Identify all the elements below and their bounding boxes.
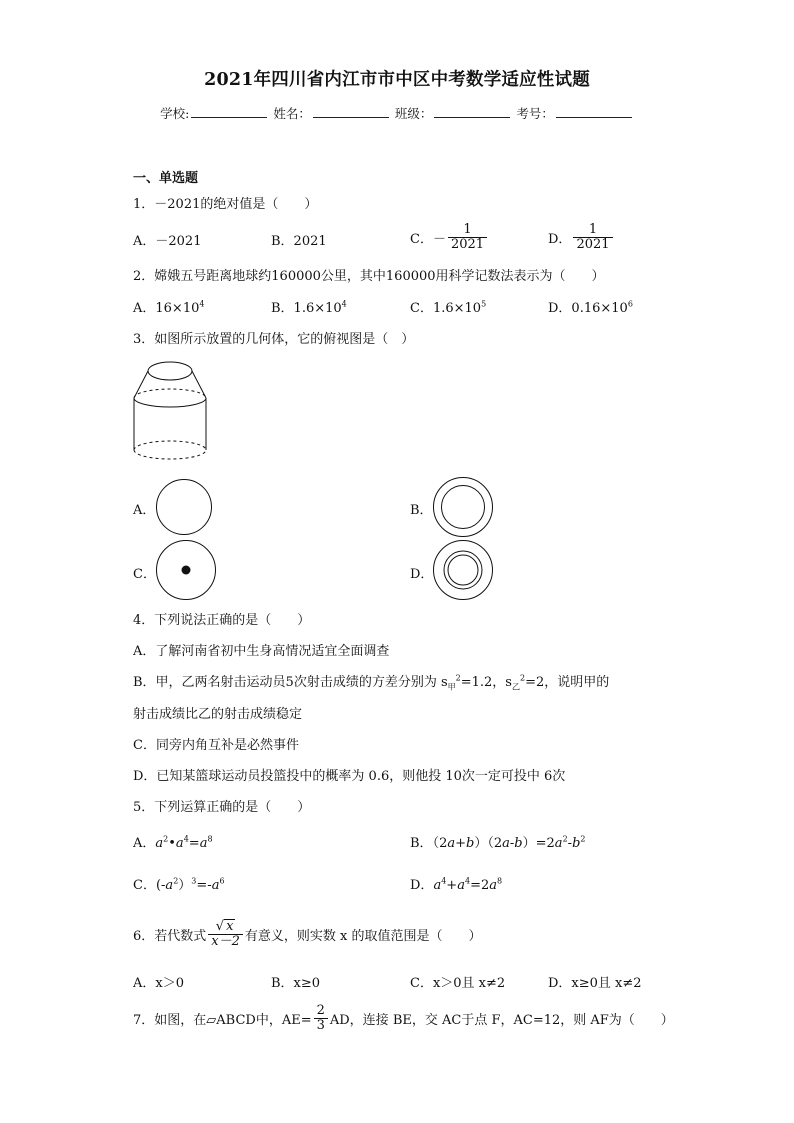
fraction-numerator: 1: [588, 221, 598, 237]
page-title: 2021年四川省内江市市中区中考数学适应性试题: [204, 70, 590, 90]
fraction-numerator: √ x: [215, 919, 234, 935]
math-expression: $a^2•a^4=a^8$: [155, 834, 213, 851]
option-prefix: D．: [410, 878, 434, 893]
question-4-stem: 4．下列说法正确的是（ ）: [133, 613, 311, 628]
inner-circle: [448, 555, 478, 585]
option-d-fraction: [573, 223, 612, 251]
option-prefix: B．: [410, 836, 433, 851]
fraction-denominator: 2021: [448, 237, 487, 252]
bottom-ellipse-front: [134, 450, 206, 459]
question-2-option-b: [271, 297, 347, 316]
question-4-option-b-line1: [133, 671, 609, 690]
option-prefix: C．: [133, 878, 156, 893]
question-7-stem: [133, 996, 674, 1040]
question-5-option-c: [133, 874, 225, 893]
question-2-stem: 2．嫦娥五号距离地球约160000公里，其中160000用科学记数法表示为（ ）: [133, 269, 605, 284]
number-label: 考号：: [516, 106, 554, 121]
exponent: 5: [481, 299, 487, 309]
question-4-option-a: A．了解河南省初中生身高情况适宜全面调查: [133, 644, 390, 659]
option-b-text-end: =2，说明甲的: [525, 675, 610, 690]
number-blank[interactable]: [556, 105, 632, 118]
option-c-fraction: [448, 223, 487, 251]
option-b-text-pre: B．甲，乙两名射击运动员5次射击成绩的方差分别为 s: [133, 675, 448, 690]
math-expression: $a^4+a^4=2a^8$: [433, 876, 503, 893]
question-2-option-c: [410, 297, 486, 316]
top-ellipse: [148, 362, 192, 380]
stem-pre: 6．若代数式: [133, 928, 207, 944]
question-3-option-b-label: B．: [410, 503, 433, 518]
geometric-solid-figure: [128, 356, 218, 466]
name-blank[interactable]: [313, 105, 389, 118]
question-5-option-a: [133, 832, 213, 851]
question-1-option-a: A．－2021: [133, 234, 202, 249]
option-c-prefix: C．－: [410, 231, 446, 247]
section-title: 一、单选题: [133, 171, 199, 186]
question-1-option-d: [548, 216, 615, 258]
exponent: 6: [627, 299, 633, 309]
base: B．1.6×10: [271, 301, 342, 316]
question-1-option-b: B．2021: [271, 234, 327, 249]
exponent: 4: [199, 299, 205, 309]
name-label: 姓名：: [273, 106, 311, 121]
option-prefix: A．: [133, 836, 156, 851]
stem-post: 有意义，则实数 x 的取值范围是（ ）: [244, 928, 482, 944]
base: C．1.6×10: [410, 301, 482, 316]
question-3-option-c-label: C．: [133, 567, 156, 582]
base: A．16×10: [133, 301, 200, 316]
middle-ellipse-front: [134, 398, 206, 407]
cone-left-edge: [134, 371, 148, 398]
question-1-stem: 1．－2021的绝对值是（ ）: [133, 197, 318, 212]
question-6-option-c: C．x＞0且 x≠2: [410, 976, 506, 991]
question-2-option-d: [548, 297, 633, 316]
question-5-stem: 5．下列运算正确的是（ ）: [133, 800, 311, 815]
outer-circle: [434, 541, 493, 600]
question-3-option-d-label: D．: [410, 567, 434, 582]
option-d-triple-circles: [432, 540, 496, 602]
class-blank[interactable]: [434, 105, 510, 118]
option-d-prefix: D．: [548, 231, 572, 247]
question-4-option-b-line2: 射击成绩比乙的射击成绩稳定: [133, 707, 303, 722]
question-5-option-d: [410, 874, 502, 893]
square-exponent: 2: [455, 673, 461, 683]
base: D．0.16×10: [548, 301, 628, 316]
question-1-option-c: [410, 216, 489, 258]
question-4-option-c: C．同旁内角互补是必然事件: [133, 738, 299, 753]
outer-circle: [157, 480, 212, 535]
option-c-circle-with-dot: [155, 540, 219, 602]
class-label: 班级：: [394, 106, 433, 121]
sqrt-fraction: [208, 919, 243, 948]
middle-ellipse-back: [134, 389, 206, 398]
question-6-stem: [133, 912, 482, 956]
question-5-option-b: [410, 832, 585, 851]
math-expression: $(-a^2)^3=-a^6$: [155, 876, 225, 893]
question-6-option-d: D．x≥0且 x≠2: [548, 976, 642, 991]
option-b-concentric-circles: [432, 477, 496, 539]
subscript-yi: 乙: [511, 682, 520, 692]
subscript-jia: 甲: [447, 682, 456, 692]
school-blank[interactable]: [191, 105, 267, 118]
option-b-text-mid: =1.2，s: [460, 675, 512, 690]
fraction-denominator: 2021: [573, 237, 612, 252]
stem-post: AD，连接 BE，交 AC于点 F，AC=12，则 AF为（ ）: [329, 1012, 674, 1028]
bottom-ellipse-back: [134, 441, 206, 450]
fraction-denominator: x－2: [208, 934, 243, 949]
two-thirds-fraction: [314, 1004, 328, 1032]
question-6-option-a: A．x＞0: [133, 976, 184, 991]
school-label: 学校:: [160, 106, 190, 121]
exponent: 4: [341, 299, 347, 309]
outer-circle: [434, 478, 493, 537]
fraction-denominator: 3: [314, 1018, 328, 1033]
stem-pre: 7．如图，在▱ABCD中，AE=: [133, 1012, 312, 1028]
question-4-option-d: D．已知某篮球运动员投篮投中的概率为 0.6，则他投 10次一定可投中 6次: [133, 769, 566, 784]
question-2-option-a: [133, 297, 204, 316]
math-expression: $(2a+b)(2a-b)=2a^2-b^2$: [432, 834, 586, 851]
radicand: x: [226, 919, 234, 935]
fraction-numerator: 1: [463, 221, 472, 237]
middle-circle: [444, 551, 482, 589]
question-3-stem: 3．如图所示放置的几何体，它的俯视图是（ ）: [133, 332, 415, 347]
question-3-option-a-label: A．: [133, 503, 156, 518]
option-a-single-circle: [155, 479, 215, 537]
fraction-numerator: 2: [316, 1002, 325, 1018]
question-6-option-b: B．x≥0: [271, 976, 321, 991]
inner-circle: [442, 486, 485, 529]
center-dot: [182, 566, 191, 575]
square-exponent: 2: [519, 673, 526, 683]
cone-right-edge: [192, 371, 206, 398]
student-info-line: [0, 104, 794, 122]
